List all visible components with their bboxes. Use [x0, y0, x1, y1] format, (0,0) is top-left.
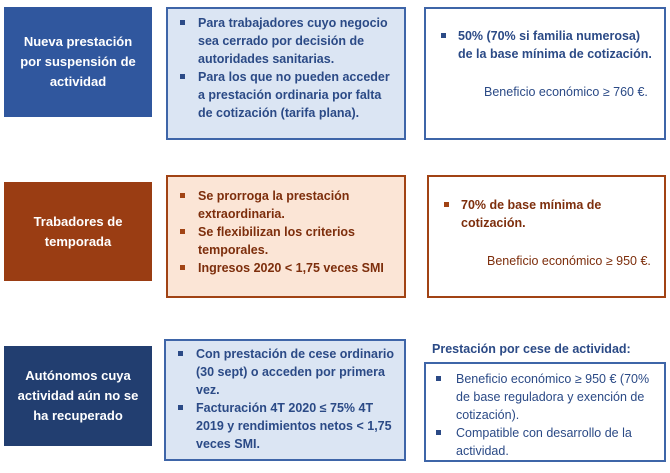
condition-item: Se flexibilizan los criterios temporales. [176, 223, 398, 259]
result-box-autonomos [424, 362, 666, 462]
square-bullet-icon [180, 229, 185, 234]
conditions-box-nueva-prestacion [166, 7, 406, 140]
conditions-box-autonomos [164, 339, 406, 461]
row-label-text: Trabadores de temporada [33, 213, 123, 249]
result-main: 50% (70% si familia numerosa) de la base mínima de cotización. [432, 27, 658, 63]
square-bullet-icon [178, 351, 183, 356]
condition-item: Ingresos 2020 < 1,75 veces SMI [176, 259, 398, 277]
result-item: Beneficio económico ≥ 950 € (70% de base reguladora y exención de cotización). [432, 370, 658, 424]
result-item: Compatible con desarrollo de la actividad. [432, 424, 658, 460]
square-bullet-icon [436, 376, 441, 381]
result-box-nueva-prestacion [424, 7, 666, 140]
square-bullet-icon [444, 202, 449, 207]
square-bullet-icon [180, 74, 185, 79]
result-title-autonomos: Prestación por cese de actividad: [432, 342, 631, 356]
condition-item: Para los que no pueden acceder a prestación ordinaria por falta de cotización (tarifa plana). [176, 68, 398, 122]
result-main: 70% de base mínima de cotización. [435, 196, 658, 232]
row-label-temporada [4, 182, 152, 281]
condition-item: Para trabajadores cuyo negocio sea cerrado por decisión de autoridades sanitarias. [176, 14, 398, 68]
row-label-autonomos [4, 346, 152, 446]
square-bullet-icon [180, 20, 185, 25]
square-bullet-icon [441, 33, 446, 38]
result-benefit: Beneficio económico ≥ 760 €. [484, 85, 648, 99]
row-label-nueva-prestacion [4, 7, 152, 117]
condition-item: Se prorroga la prestación extraordinaria. [176, 187, 398, 223]
row-label-text: Nueva prestación por suspensión de actividad [20, 34, 136, 89]
conditions-box-temporada [166, 175, 406, 298]
result-benefit: Beneficio económico ≥ 950 €. [487, 254, 651, 268]
result-box-temporada [427, 175, 666, 298]
condition-item: Con prestación de cese ordinario (30 sept) o acceden por primera vez. [174, 345, 398, 399]
square-bullet-icon [180, 193, 185, 198]
condition-item: Facturación 4T 2020 ≤ 75% 4T 2019 y rendimientos netos < 1,75 veces SMI. [174, 399, 398, 453]
square-bullet-icon [436, 430, 441, 435]
square-bullet-icon [180, 265, 185, 270]
row-label-text: Autónomos cuya actividad aún no se ha recuperado [17, 368, 139, 423]
square-bullet-icon [178, 405, 183, 410]
